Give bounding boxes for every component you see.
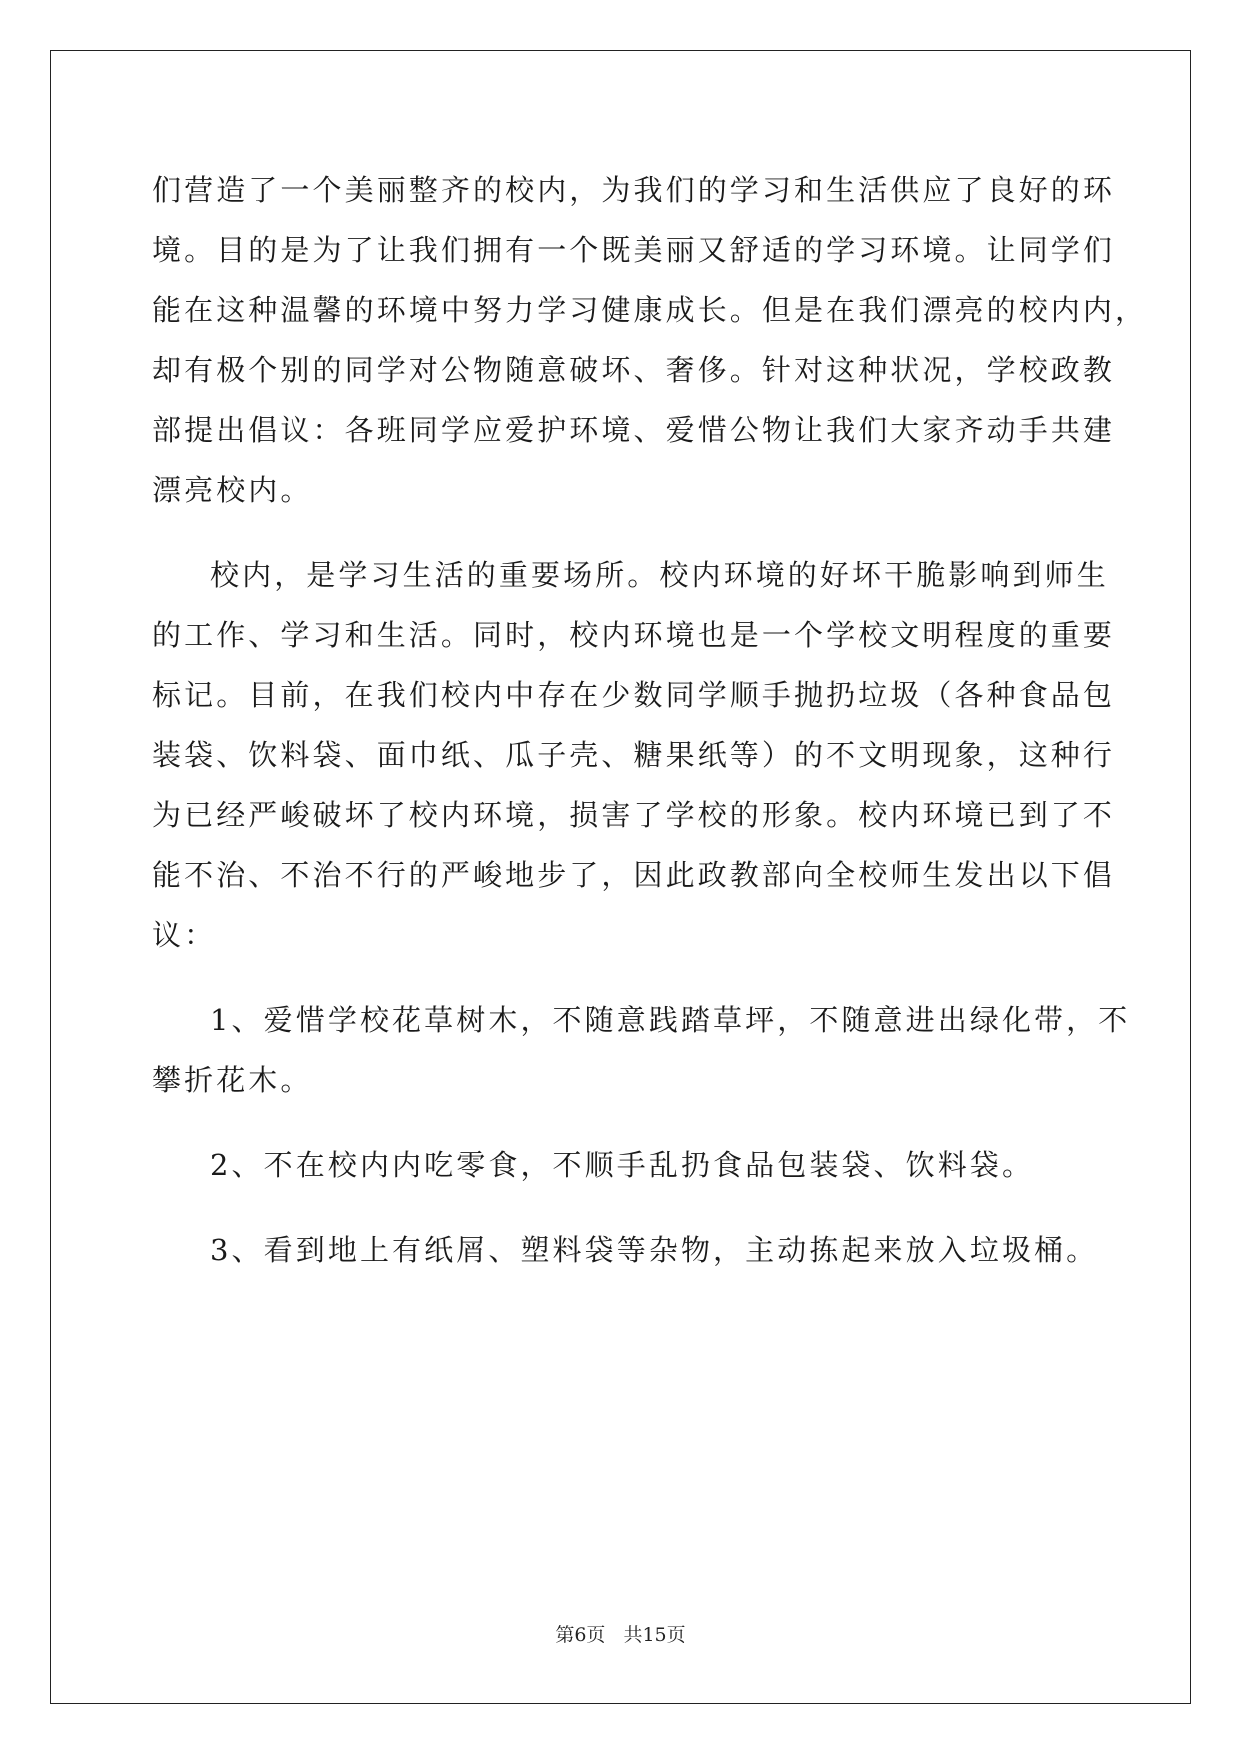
text-line: 能在这种温馨的环境中努力学习健康成长。但是在我们漂亮的校内内， <box>152 293 1148 327</box>
text-line: 们营造了一个美丽整齐的校内，为我们的学习和生活供应了良好的环 <box>152 173 1116 207</box>
text-line: 漂亮校内。 <box>152 473 313 507</box>
page-footer <box>0 1620 1241 1647</box>
paragraph <box>152 545 1116 965</box>
paragraph-spacing <box>152 1110 1092 1135</box>
text-line: 3、看到地上有纸屑、塑料袋等杂物，主动拣起来放入垃圾桶。 <box>210 1233 1099 1267</box>
text-line: 却有极个别的同学对公物随意破坏、奢侈。针对这种状况，学校政教 <box>152 353 1116 387</box>
page-number: 第6页 <box>555 1624 606 1646</box>
paragraph <box>152 990 1131 1110</box>
paragraph <box>152 1220 1099 1280</box>
text-line: 议： <box>152 918 217 952</box>
text-line: 境。目的是为了让我们拥有一个既美丽又舒适的学习环境。让同学们 <box>152 233 1116 267</box>
document-body <box>152 160 1148 1280</box>
text-line: 部提出倡议：各班同学应爱护环境、爱惜公物让我们大家齐动手共建 <box>152 413 1116 447</box>
text-line: 能不治、不治不行的严峻地步了，因此政教部向全校师生发出以下倡 <box>152 858 1116 892</box>
text-line: 攀折花木。 <box>152 1063 313 1097</box>
paragraph-spacing <box>152 520 1092 545</box>
paragraph-spacing <box>152 965 1092 990</box>
paragraph-spacing <box>152 1195 1092 1220</box>
page-total: 共15页 <box>623 1624 686 1646</box>
text-line: 校内，是学习生活的重要场所。校内环境的好坏干脆影响到师生 <box>210 558 1109 592</box>
text-line: 标记。目前，在我们校内中存在少数同学顺手抛扔垃圾（各种食品包 <box>152 678 1116 712</box>
text-line: 为已经严峻破坏了校内环境，损害了学校的形象。校内环境已到了不 <box>152 798 1116 832</box>
paragraph <box>152 160 1148 520</box>
text-line: 2、不在校内内吃零食，不顺手乱扔食品包装袋、饮料袋。 <box>210 1148 1035 1182</box>
paragraph <box>152 1135 1092 1195</box>
text-line: 装袋、饮料袋、面巾纸、瓜子壳、糖果纸等）的不文明现象，这种行 <box>152 738 1116 772</box>
text-line: 的工作、学习和生活。同时，校内环境也是一个学校文明程度的重要 <box>152 618 1116 652</box>
text-line: 1、爱惜学校花草树木，不随意践踏草坪，不随意进出绿化带，不 <box>210 1003 1131 1037</box>
